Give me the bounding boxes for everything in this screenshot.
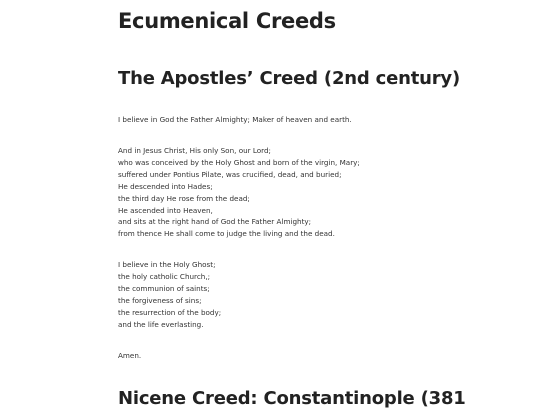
creed-line: I believe in God the Father Almighty; Maker of heaven and earth. [118, 115, 352, 124]
section-title-nicene-creed: Nicene Creed: Constantinople (381 [118, 388, 466, 409]
creed-stanza [118, 259, 221, 330]
creed-line: Amen. [118, 351, 142, 360]
creed-line: the holy catholic Church,; [118, 271, 211, 281]
creed-stanza [118, 145, 360, 240]
creed-stanza [118, 350, 141, 362]
creed-line: from thence He shall come to judge the living and the dead. [118, 229, 335, 239]
creed-line: the forgiveness of sins; [118, 295, 202, 305]
creed-line: He descended into Hades; [118, 181, 213, 191]
page-title: Ecumenical Creeds [118, 9, 336, 33]
creed-line: And in Jesus Christ, His only Son, our Lord; [118, 146, 271, 155]
creed-line: the resurrection of the body; [118, 307, 222, 317]
creed-stanza [118, 114, 352, 126]
section-title-apostles-creed: The Apostles’ Creed (2nd century) [118, 68, 460, 89]
creed-line: the third day He rose from the dead; [118, 193, 250, 203]
creed-line: who was conceived by the Holy Ghost and born of the virgin, Mary; [118, 157, 360, 167]
creed-line: and sits at the right hand of God the Father Almighty; [118, 217, 312, 227]
creed-line: He ascended into Heaven, [118, 205, 213, 215]
creed-line: suffered under Pontius Pilate, was crucified, dead, and buried; [118, 169, 342, 179]
creed-line: the communion of saints; [118, 283, 210, 293]
creed-line: I believe in the Holy Ghost; [118, 260, 216, 269]
creed-line: and the life everlasting. [118, 319, 204, 329]
